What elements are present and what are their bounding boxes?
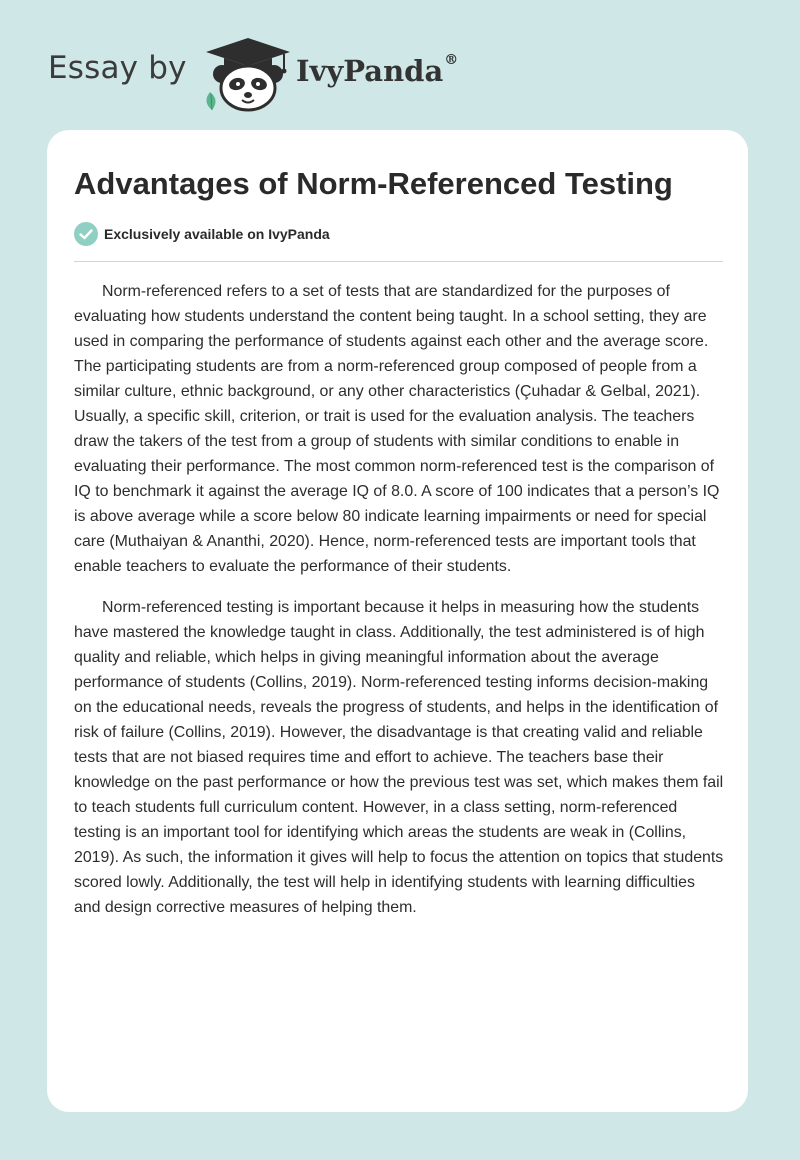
essay-by-label: Essay by xyxy=(48,50,187,86)
essay-body xyxy=(74,279,724,936)
panda-graduation-cap-icon[interactable] xyxy=(200,36,296,112)
brand-name[interactable]: IvyPanda® xyxy=(296,52,459,88)
essay-paragraph: Norm-referenced testing is important because it helps in measuring how the students have mastered the knowledge taught in class. Additionally, the test administered is of high quality and reliable, which helps in giving meaningful information about the average performance of students (Collins, 2019). Norm-referenced testing informs decision-making on the educational needs, reveals the progress of students, and helps in the identification of risk of failure (Collins, 2019). However, the disadvantage is that creating valid and reliable tests that are not biased requires time and effort to achieve. The teachers base their knowledge on the past performance or how the previous test was set, which makes them fail to teach students full curriculum content. However, in a class setting, norm-referenced testing is an important tool for identifying which areas the students are weak in (Collins, 2019). As such, the information it gives will help to focus the attention on topics that students scored lowly. Additionally, the test will help in identifying students with learning difficulties and design corrective measures of helping them. xyxy=(74,599,724,916)
page-title: Advantages of Norm-Referenced Testing xyxy=(74,166,673,201)
exclusive-badge xyxy=(74,222,330,246)
essay-card xyxy=(47,130,748,1112)
essay-paragraph: Norm-referenced refers to a set of tests that are standardized for the purposes of evaluating how students understand the content being taught. In a school setting, they are used in comparing the performance of students against each other and the average score. The participating students are from a norm-referenced group composed of people from a similar culture, ethnic background, or any other characteristics (Çuhadar & Gelbal, 2021). Usually, a specific skill, criterion, or trait is used for the evaluation analysis. The teachers draw the takers of the test from a group of students with similar conditions to enable in evaluating their performance. The most common norm-referenced test is the comparison of IQ to benchmark it against the average IQ of 8.0. A score of 100 indicates that a person’s IQ is above average while a score below 80 indicate learning impairments or need for special care (Muthaiyan & Ananthi, 2020). Hence, norm-referenced tests are important tools that enable teachers to evaluate the performance of their students. xyxy=(74,283,720,575)
site-header xyxy=(0,0,800,130)
registered-mark: ® xyxy=(444,52,459,68)
title-divider xyxy=(74,261,723,262)
check-circle-icon xyxy=(74,222,98,246)
exclusive-badge-text: Exclusively available on IvyPanda xyxy=(104,226,330,242)
